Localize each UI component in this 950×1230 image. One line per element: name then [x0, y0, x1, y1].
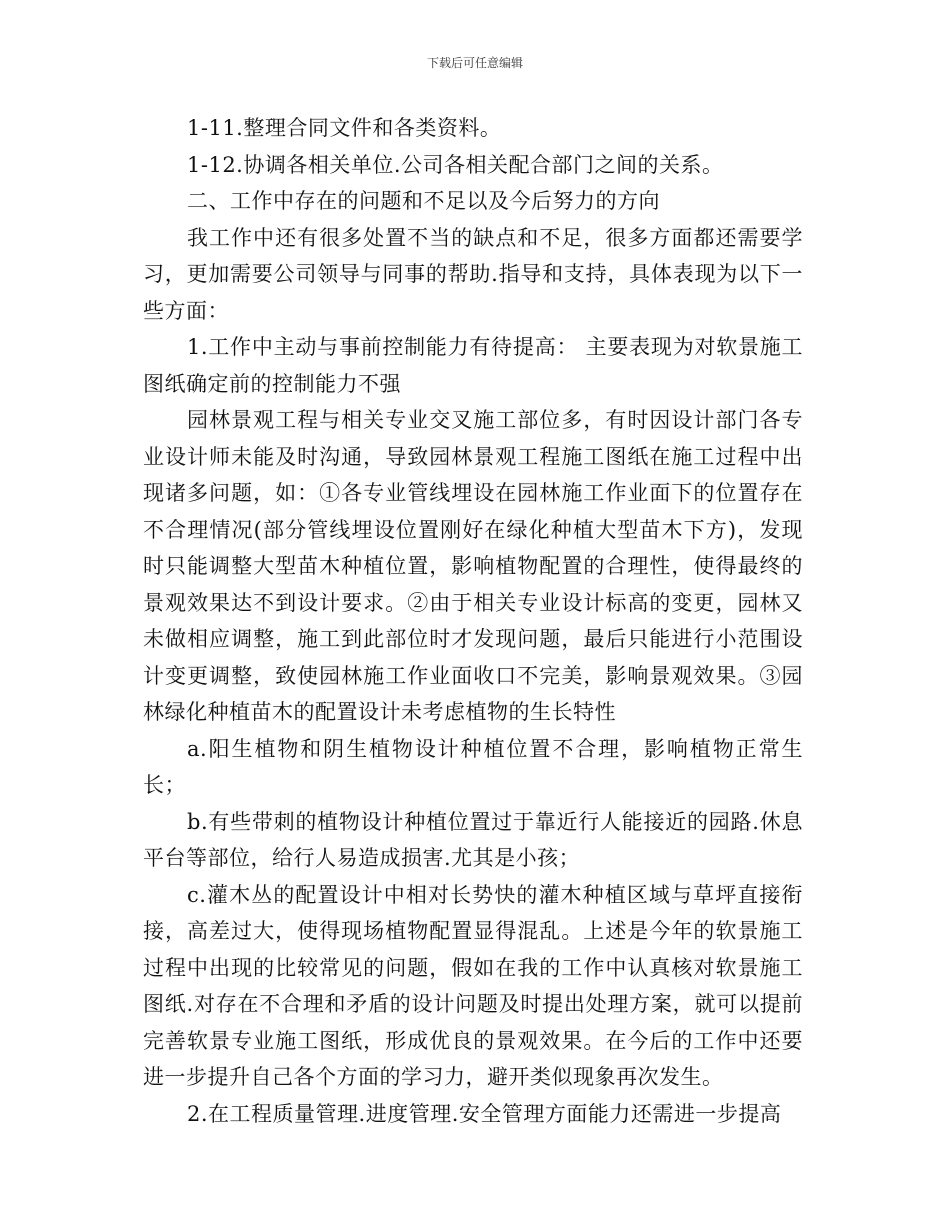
- paragraph-9: c.灌木丛的配置设计中相对长势快的灌木种植区域与草坪直接衔接，高差过大，使得现场植物配置显得混乱。上述是今年的软景施工过程中出现的比较常见的问题，假如在我的工作中认真核对软景施工图纸.对存在不合理和矛盾的设计问题及时提出处理方案，就可以提前完善软景专业施工图纸，形成优良的景观效果。在今后的工作中还要进一步提升自己各个方面的学习力，避开类似现象再次发生。: [143, 882, 803, 1089]
- section-heading: 二、工作中存在的问题和不足以及今后努力的方向: [187, 189, 660, 213]
- paragraph-4: 我工作中还有很多处置不当的缺点和不足，很多方面都还需要学习，更加需要公司领导与同事的帮助.指导和支持，具体表现为以下一些方面：: [143, 225, 803, 323]
- page-header: 下载后可任意编辑: [426, 56, 523, 70]
- paragraph-2: 1-12.协调各相关单位.公司各相关配合部门之间的关系。: [187, 152, 724, 177]
- paragraph-6: 园林景观工程与相关专业交叉施工部位多，有时因设计部门各专业设计师未能及时沟通，导致园林景观工程施工图纸在施工过程中出现诸多问题，如：①各专业管线埋设在园林施工作业面下的位置存在不合理情况(部分管线埋设位置刚好在绿化种植大型苗木下方)，发现时只能调整大型苗木种植位置，影响植物配置的合理性，使得最终的景观效果达不到设计要求。②由于相关专业设计标高的变更，园林又未做相应调整，施工到此部位时才发现问题，最后只能进行小范围设计变更调整，致使园林施工作业面收口不完美，影响景观效果。③园林绿化种植苗木的配置设计未考虑植物的生长特性: [143, 408, 803, 724]
- paragraph-10: 2.在工程质量管理.进度管理.安全管理方面能力还需进一步提高: [187, 1101, 782, 1126]
- document-body: [143, 110, 803, 1132]
- paragraph-7: a.阳生植物和阴生植物设计种植位置不合理，影响植物正常生长；: [143, 736, 803, 797]
- paragraph-1: 1-11.整理合同文件和各类资料。: [187, 116, 502, 140]
- paragraph-5: 1.工作中主动与事前控制能力有待提高： 主要表现为对软景施工图纸确定前的控制能力不强: [143, 335, 803, 396]
- paragraph-8: b.有些带刺的植物设计种植位置过于靠近行人能接近的园路.休息平台等部位，给行人易造成损害.尤其是小孩；: [143, 809, 803, 870]
